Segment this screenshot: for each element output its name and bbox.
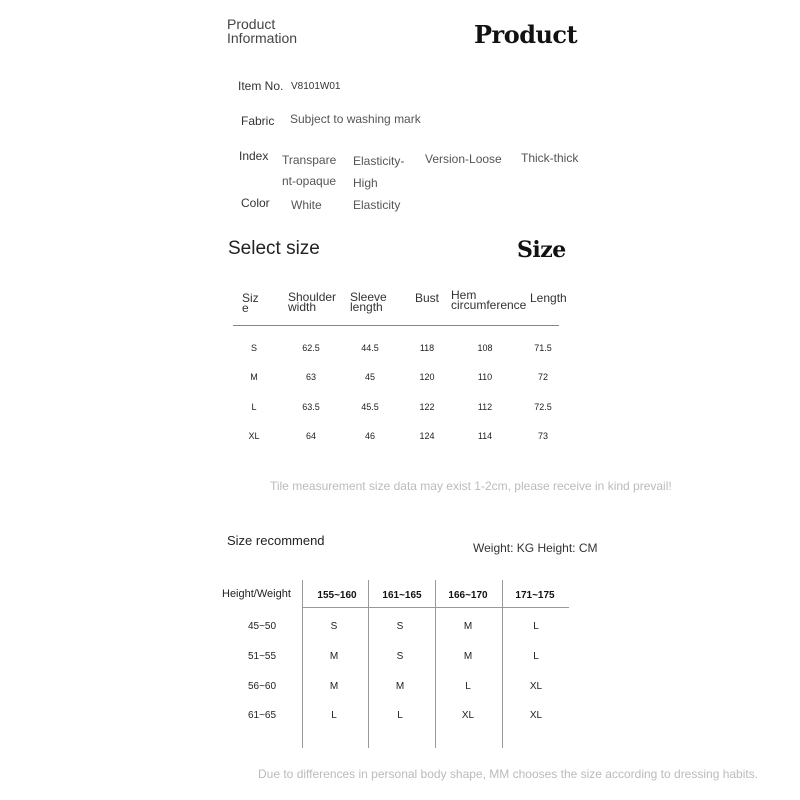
select-size-title: Select size (228, 238, 320, 259)
header-sleeve-line-2: length (350, 300, 383, 314)
recommended-size-cell: XL (529, 710, 543, 721)
height-column-header: 171~175 (515, 590, 555, 601)
recommended-size-cell: M (329, 651, 339, 662)
header-size (242, 293, 259, 313)
header-size-line-1: Siz (242, 291, 259, 305)
header-hem-line-2: circumference (451, 298, 527, 312)
recommend-col-divider-3 (435, 580, 436, 748)
height-column-header: 155~160 (317, 590, 357, 601)
index-elasticity-2: High (353, 176, 378, 190)
size-cell-size: S (250, 343, 257, 353)
size-cell-bust: 122 (419, 402, 435, 412)
units-label: Weight: KG Height: CM (473, 541, 598, 555)
index-version: Version-Loose (425, 152, 502, 166)
size-cell-length: 71.5 (534, 343, 552, 353)
size-cell-size: M (250, 372, 258, 382)
recommend-col-divider-1 (302, 580, 303, 748)
recommended-size-cell: M (395, 681, 405, 692)
recommended-size-cell: L (331, 710, 337, 721)
index-elasticity-1: Elasticity- (353, 154, 405, 168)
index-elasticity-3: Elasticity (353, 198, 401, 212)
measurement-note: Tile measurement size data may exist 1-2cm, please receive in kind prevail! (270, 479, 672, 493)
size-cell-bust: 120 (419, 372, 435, 382)
size-cell-sleeve-length: 45.5 (361, 402, 379, 412)
size-cell-shoulder-width: 62.5 (302, 343, 320, 353)
size-cell-shoulder-width: 64 (305, 431, 316, 441)
weight-row-label: 45~50 (247, 621, 277, 632)
size-cell-shoulder-width: 63 (305, 372, 316, 382)
body-shape-note: Due to differences in personal body shape, MM chooses the size according to dressing habits. (258, 767, 759, 781)
title-line-2: Information (227, 30, 298, 46)
product-script-heading: Product (474, 20, 578, 49)
weight-row-label: 56~60 (247, 681, 277, 692)
header-shoulder-line-1: Shoulder (288, 290, 337, 304)
size-cell-hem: 112 (477, 402, 493, 412)
size-cell-sleeve-length: 45 (364, 372, 375, 382)
recommended-size-cell: M (463, 651, 473, 662)
header-size-line-2: e (242, 301, 249, 315)
product-information-title (227, 17, 297, 45)
size-table-divider (233, 325, 559, 326)
header-shoulder-width (288, 292, 336, 312)
index-thickness: Thick-thick (521, 151, 579, 165)
recommended-size-cell: XL (529, 681, 543, 692)
header-shoulder-line-2: width (288, 300, 317, 314)
size-cell-hem: 114 (477, 431, 493, 441)
height-column-header: 161~165 (382, 590, 422, 601)
header-hem-line-1: Hem (451, 288, 477, 302)
size-cell-sleeve-length: 44.5 (361, 343, 379, 353)
size-cell-size: L (251, 402, 257, 412)
recommended-size-cell: L (533, 651, 539, 662)
size-cell-bust: 124 (419, 431, 435, 441)
header-sleeve-length (350, 292, 387, 312)
header-hem-circumference (451, 290, 526, 310)
recommend-col-divider-2 (368, 580, 369, 748)
height-weight-header: Height/Weight (222, 588, 291, 600)
fabric-label: Fabric (241, 114, 275, 128)
size-script-heading: Size (517, 237, 566, 263)
size-cell-hem: 110 (477, 372, 493, 382)
recommended-size-cell: M (329, 681, 339, 692)
header-length: Length (530, 291, 567, 305)
recommend-col-divider-4 (502, 580, 503, 748)
recommended-size-cell: M (463, 621, 473, 632)
size-cell-size: XL (248, 431, 260, 441)
size-cell-shoulder-width: 63.5 (302, 402, 320, 412)
recommended-size-cell: L (465, 681, 471, 692)
weight-row-label: 61~65 (247, 710, 277, 721)
header-bust: Bust (415, 291, 440, 305)
index-label: Index (239, 149, 269, 163)
size-recommend-title: Size recommend (227, 533, 325, 548)
size-cell-length: 73 (537, 431, 548, 441)
recommended-size-cell: S (330, 621, 338, 632)
color-value: White (291, 198, 322, 212)
recommended-size-cell: S (396, 651, 404, 662)
index-transparency-2: nt-opaque (282, 174, 337, 188)
size-cell-length: 72.5 (534, 402, 552, 412)
height-column-header: 166~170 (448, 590, 488, 601)
size-cell-sleeve-length: 46 (364, 431, 375, 441)
size-cell-hem: 108 (477, 343, 493, 353)
fabric-value: Subject to washing mark (290, 112, 421, 126)
size-cell-bust: 118 (419, 343, 435, 353)
recommended-size-cell: L (533, 621, 539, 632)
title-line-1: Product (227, 16, 276, 32)
recommended-size-cell: S (396, 621, 404, 632)
weight-row-label: 51~55 (247, 651, 277, 662)
color-label: Color (241, 196, 270, 210)
size-cell-length: 72 (537, 372, 548, 382)
item-no-label: Item No. (238, 79, 284, 93)
item-no-value: V8101W01 (291, 81, 341, 92)
header-sleeve-line-1: Sleeve (350, 290, 387, 304)
recommended-size-cell: XL (461, 710, 475, 721)
recommended-size-cell: L (397, 710, 403, 721)
index-transparency-1: Transpare (282, 153, 337, 167)
